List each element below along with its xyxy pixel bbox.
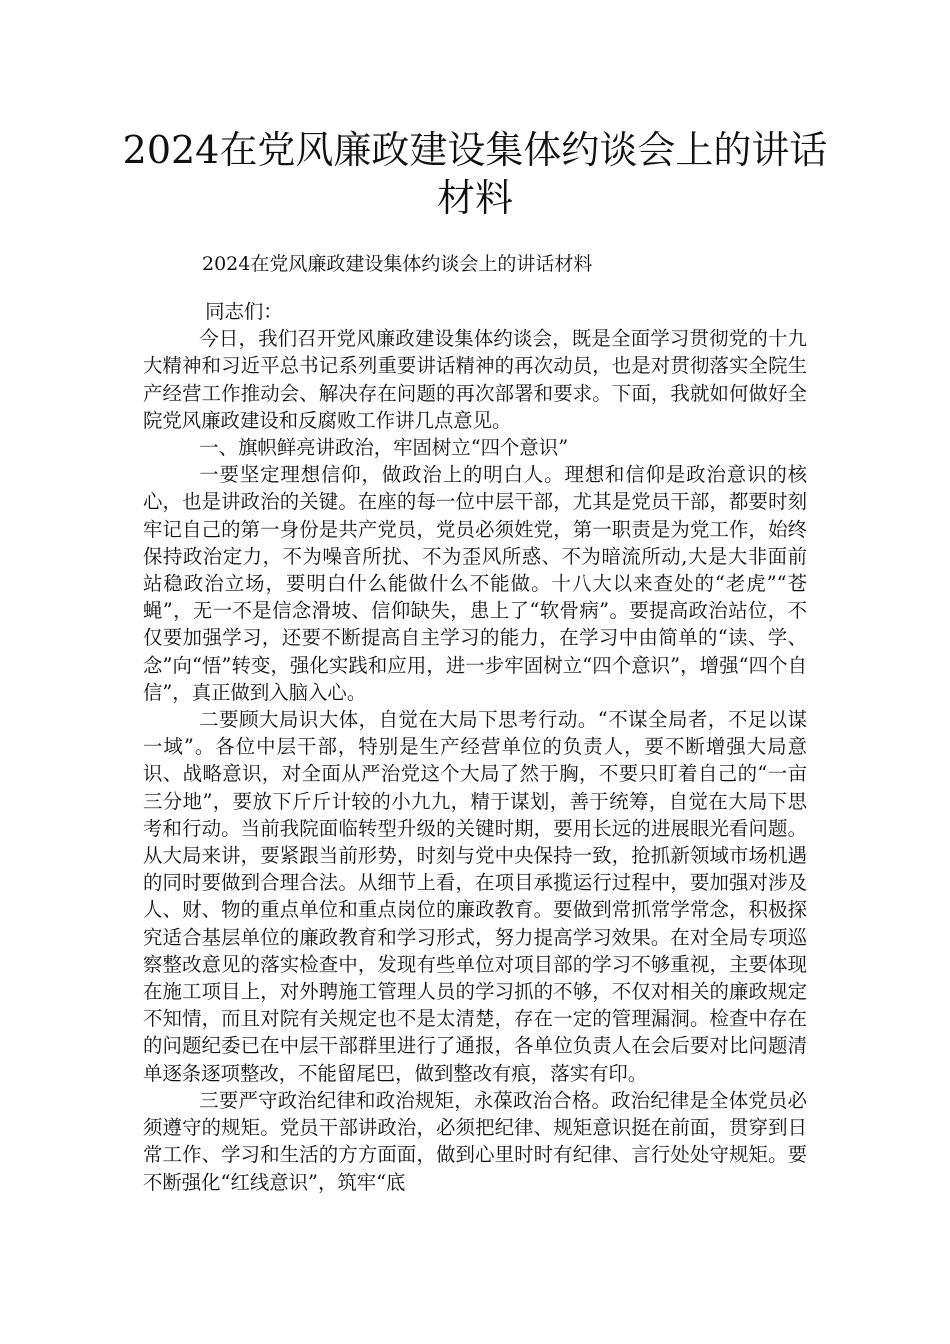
document-subtitle: 2024在党风廉政建设集体约谈会上的讲话材料 [202,253,593,275]
greeting: 同志们： [205,300,283,323]
section-heading-1: 一、旗帜鲜亮讲政治，牢固树立“四个意识” [199,436,569,460]
document-title-line-1: 2024在党风廉政建设集体约谈会上的讲话 [122,128,828,172]
document-title [120,126,830,222]
paragraph-point-3: 三要严守政治纪律和政治规矩，永葆政治合格。政治纪律是全体党员必须遵守的规矩。党员干部讲政治，必须把纪律、规矩意识挺在前面，贯穿到日常工作、学习和生活的方方面面，做到心里时时有纪律、言行处处守规矩。要不断强化“红线意识”，筑牢“底 [143,1088,807,1194]
paragraph-intro: 今日，我们召开党风廉政建设集体约谈会，既是全面学习贯彻党的十九大精神和习近平总书记系列重要讲话精神的再次动员，也是对贯彻落实全院生产经营工作推动会、解决存在问题的再次部署和要求。下面，我就如何做好全院党风廉政建设和反腐败工作讲几点意见。 [143,327,807,432]
document-body [143,298,807,1196]
paragraph-point-2: 二要顾大局识大体，自觉在大局下思考行动。“不谋全局者，不足以谋一域”。各位中层干部，特别是生产经营单位的负责人，要不断增强大局意识、战略意识，对全面从严治党这个大局了然于胸，不要只盯着自己的“一亩三分地”，要放下斤斤计较的小九九，精于谋划，善于统筹，自觉在大局下思考和行动。当前我院面临转型升级的关键时期，要用长远的进展眼光看问题。从大局来讲，要紧跟当前形势，时刻与党中央保持一致，抢抓新领域市场机遇的同时要做到合理合法。从细节上看，在项目承揽运行过程中，要加强对涉及人、财、物的重点单位和重点岗位的廉政教育。要做到常抓常学常念，积极探究适合基层单位的廉政教育和学习形式，努力提高学习效果。在对全局专项巡察整改意见的落实检查中，发现有些单位对项目部的学习不够重视，主要体现在施工项目上，对外聘施工管理人员的学习抓的不够，不仅对相关的廉政规定不知情，而且对院有关规定也不是太清楚，存在一定的管理漏洞。检查中存在的问题纪委已在中层干部群里进行了通报，各单位负责人在会后要对比问题清单逐条逐项整改，不能留尾巴，做到整改有痕，落实有印。 [143,708,807,1085]
document-title-line-2: 材料 [436,176,513,220]
paragraph-point-1: 一要坚定理想信仰，做政治上的明白人。理想和信仰是政治意识的核心，也是讲政治的关键。在座的每一位中层干部，尤其是党员干部，都要时刻牢记自己的第一身份是共产党员，党员必须姓党，第一职责是为党工作，始终保持政治定力，不为噪音所扰、不为歪风所惑、不为暗流所动,大是大非面前站稳政治立场，要明白什么能做什么不能做。十八大以来查处的“老虎”“苍蝇”，无一不是信念滑坡、信仰缺失，患上了“软骨病”。要提高政治站位，不仅要加强学习，还要不断提高自主学习的能力，在学习中由简单的“读、学、念”向“悟”转变，强化实践和应用，进一步牢固树立“四个意识”，增强“四个自信”，真正做到入脑入心。 [143,463,807,704]
